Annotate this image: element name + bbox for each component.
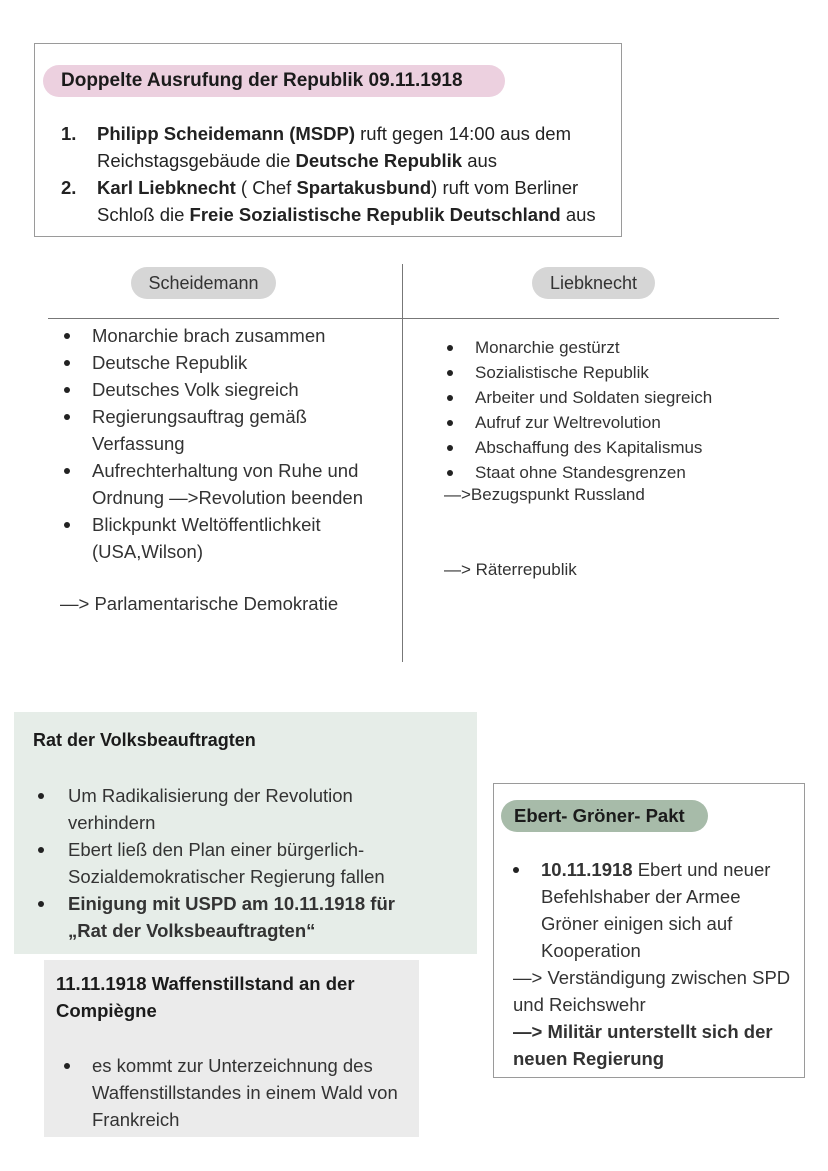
- rat-list: [32, 782, 432, 944]
- list-item: Monarchie brach zusammen: [60, 322, 400, 349]
- horizontal-divider: [48, 318, 779, 319]
- item-text: Philipp Scheidemann (MSDP) ruft gegen 14:00 aus dem Reichstagsgebäude die Deutsche Republik aus: [97, 123, 571, 171]
- list-item: Arbeiter und Soldaten siegreich: [443, 385, 783, 410]
- list-item: Blickpunkt Weltöffentlichkeit (USA,Wilson): [60, 511, 382, 565]
- list-item: Deutsche Republik: [60, 349, 400, 376]
- list-item: Ebert ließ den Plan einer bürgerlich-Sozialdemokratischer Regierung fallen: [32, 836, 432, 890]
- list-item: [61, 174, 627, 228]
- box-title: Ebert- Gröner- Pakt: [501, 800, 708, 832]
- list-item: Um Radikalisierung der Revolution verhindern: [32, 782, 388, 836]
- list-item: Deutsches Volk siegreich: [60, 376, 400, 403]
- box-title: Rat der Volksbeauftragten: [33, 730, 256, 750]
- vertical-divider: [402, 264, 403, 662]
- list-item: Aufrechterhaltung von Ruhe und Ordnung —>Revolution beenden: [60, 457, 400, 511]
- item-number: 1.: [61, 123, 77, 144]
- waffenstillstand-box: [44, 960, 419, 1137]
- liebknecht-note: —>Bezugspunkt Russland: [444, 485, 645, 504]
- item-number: 2.: [61, 177, 77, 198]
- pakt-conclusion: —> Militär unterstellt sich der neuen Regierung: [513, 1021, 773, 1069]
- rat-der-volksbeauftragten-box: [14, 712, 477, 954]
- box-title: Doppelte Ausrufung der Republik 09.11.1918: [43, 65, 505, 97]
- waffenstillstand-list: [56, 1052, 421, 1133]
- list-item: es kommt zur Unterzeichnung des Waffenstillstandes in einem Wald von Frankreich: [56, 1052, 421, 1133]
- list-item: 10.11.1918 Ebert und neuer Befehlshaber der Armee Gröner einigen sich auf Kooperation: [505, 856, 795, 964]
- list-item: Staat ohne Standesgrenzen: [443, 460, 783, 485]
- scheidemann-conclusion: —> Parlamentarische Demokratie: [60, 593, 339, 614]
- column-header-scheidemann: Scheidemann: [131, 267, 276, 299]
- list-item: Monarchie gestürzt: [443, 335, 783, 360]
- scheidemann-list: [60, 322, 400, 565]
- list-item: Aufruf zur Weltrevolution: [443, 410, 783, 435]
- list-item: Sozialistische Republik: [443, 360, 783, 385]
- list-item: Abschaffung des Kapitalismus: [443, 435, 783, 460]
- list-item: Einigung mit USPD am 10.11.1918 für „Rat der Volksbeauftragten“: [32, 890, 432, 944]
- list-item: [61, 120, 627, 174]
- ebert-groener-pakt-box: [493, 783, 805, 1078]
- republic-proclamation-box: [34, 43, 622, 237]
- liebknecht-conclusion: —> Räterrepublik: [444, 560, 577, 579]
- pakt-note: —> Verständigung zwischen SPD und Reichswehr: [513, 967, 791, 1015]
- list-item: Regierungsauftrag gemäß Verfassung: [60, 403, 352, 457]
- box-title: 11.11.1918 Waffenstillstand an der Compiègne: [56, 973, 355, 1021]
- item-text: Karl Liebknecht ( Chef Spartakusbund) ruft vom Berliner Schloß die Freie Sozialistische Republik Deutschland aus: [97, 177, 596, 225]
- pakt-list: [505, 856, 795, 964]
- liebknecht-list: [443, 335, 783, 485]
- column-header-liebknecht: Liebknecht: [532, 267, 655, 299]
